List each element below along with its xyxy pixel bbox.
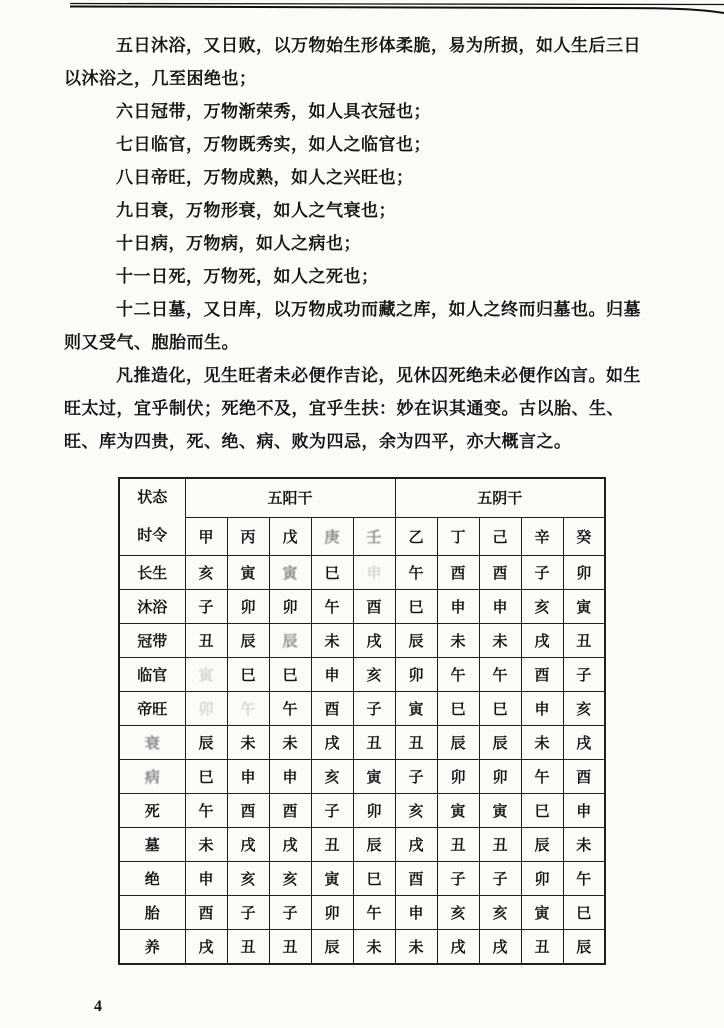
table-cell: 亥 [521, 590, 563, 624]
table-stem-header-cell: 癸 [563, 517, 605, 556]
table-cell: 酉 [311, 692, 353, 726]
table-row-label: 墓 [119, 828, 185, 862]
table-corner-cell [119, 478, 185, 556]
table-row [119, 624, 605, 658]
table-row [119, 930, 605, 965]
table-cell: 未 [227, 726, 269, 760]
table-cell: 巳 [353, 862, 395, 896]
page-number: 4 [94, 998, 102, 1015]
table-cell: 申 [227, 760, 269, 794]
table-cell: 子 [269, 896, 311, 930]
table-cell: 未 [563, 828, 605, 862]
text-line: 八日帝旺，万物成熟，如人之兴旺也； [116, 168, 414, 187]
table-row-label: 沐浴 [119, 590, 185, 624]
table-row [119, 896, 605, 930]
table-cell: 辰 [437, 726, 479, 760]
table-cell: 申 [479, 590, 521, 624]
table-cell: 戌 [269, 828, 311, 862]
table-cell: 丑 [479, 828, 521, 862]
table-row [119, 590, 605, 624]
table-cell: 丑 [185, 624, 227, 658]
table-cell: 午 [353, 896, 395, 930]
table-stem-header-cell: 丁 [437, 517, 479, 556]
table-cell: 亥 [185, 556, 227, 590]
table-cell: 卯 [311, 896, 353, 930]
table-cell: 丑 [269, 930, 311, 965]
table-cell: 丑 [353, 726, 395, 760]
table-cell: 卯 [479, 760, 521, 794]
table-cell: 寅 [311, 862, 353, 896]
table-row-label: 绝 [119, 862, 185, 896]
table-cell: 午 [395, 556, 437, 590]
table-cell: 辰 [269, 624, 311, 658]
table-cell: 子 [521, 556, 563, 590]
table-cell: 未 [353, 930, 395, 965]
table-cell: 亥 [479, 896, 521, 930]
table-row [119, 760, 605, 794]
table-row-label: 病 [119, 760, 185, 794]
table-group-header-cell: 五阴干 [395, 478, 605, 517]
table-row-label: 养 [119, 930, 185, 965]
table-cell: 戌 [395, 828, 437, 862]
text-line: 七日临官，万物既秀实，如人之临官也； [116, 135, 431, 154]
table-row-label: 临官 [119, 658, 185, 692]
table-stem-header-cell: 辛 [521, 517, 563, 556]
table-cell: 未 [521, 726, 563, 760]
table-stem-header-cell: 壬 [353, 517, 395, 556]
table-cell: 辰 [185, 726, 227, 760]
table-cell: 戌 [521, 624, 563, 658]
table-cell: 巳 [563, 896, 605, 930]
twelve-stages-table [118, 477, 606, 965]
table-cell: 午 [185, 794, 227, 828]
table-cell: 午 [227, 692, 269, 726]
table-cell: 巳 [269, 658, 311, 692]
table-cell: 寅 [563, 590, 605, 624]
table-cell: 丑 [311, 828, 353, 862]
text-line: 六日冠带，万物渐荣秀，如人具衣冠也； [116, 102, 431, 121]
table-cell: 卯 [227, 590, 269, 624]
table-cell: 午 [269, 692, 311, 726]
text-line: 十二日墓，又日库，以万物成功而藏之库，如人之终而归墓也。归墓 [116, 300, 641, 319]
table-row [119, 828, 605, 862]
text-line: 十日病，万物病，如人之病也； [116, 234, 361, 253]
table-cell: 酉 [395, 862, 437, 896]
table-stem-header-cell: 甲 [185, 517, 227, 556]
table-cell: 未 [479, 624, 521, 658]
table-cell: 亥 [437, 896, 479, 930]
body-text [64, 29, 660, 458]
table-cell: 巳 [185, 760, 227, 794]
table-cell: 申 [563, 794, 605, 828]
table-cell: 酉 [521, 658, 563, 692]
text-line: 五日沐浴，又日败，以万物始生形体柔脆，易为所损，如人生后三日 [116, 36, 641, 55]
table-cell: 亥 [227, 862, 269, 896]
scan-edge-rule [0, 0, 724, 16]
table-cell: 申 [185, 862, 227, 896]
table-cell: 卯 [353, 794, 395, 828]
table-cell: 未 [437, 624, 479, 658]
table-cell: 寅 [353, 760, 395, 794]
table-stem-header-row [119, 517, 605, 556]
table-cell: 子 [563, 658, 605, 692]
table-cell: 辰 [563, 930, 605, 965]
table-cell: 戌 [437, 930, 479, 965]
table-row-label: 死 [119, 794, 185, 828]
table-cell: 子 [479, 862, 521, 896]
table-cell: 子 [311, 794, 353, 828]
text-line: 则又受气、胞胎而生。 [64, 333, 239, 352]
table-cell: 酉 [269, 794, 311, 828]
table-cell: 亥 [269, 862, 311, 896]
table-cell: 丑 [227, 930, 269, 965]
table-row [119, 862, 605, 896]
table-stem-header-cell: 己 [479, 517, 521, 556]
table-cell: 未 [311, 624, 353, 658]
table-row-label: 帝旺 [119, 692, 185, 726]
table-cell: 辰 [311, 930, 353, 965]
table-group-header-cell: 五阳干 [185, 478, 395, 517]
table-cell: 申 [521, 692, 563, 726]
text-line: 旺、库为四贵，死、绝、病、败为四忌，余为四平，亦大概言之。 [64, 432, 572, 451]
text-line: 以沐浴之，几至困绝也； [64, 69, 257, 88]
table-cell: 巳 [395, 590, 437, 624]
table-cell: 酉 [185, 896, 227, 930]
table-cell: 午 [479, 658, 521, 692]
table-cell: 戌 [311, 726, 353, 760]
table-cell: 寅 [521, 896, 563, 930]
table-cell: 辰 [395, 624, 437, 658]
table-row [119, 726, 605, 760]
table-cell: 酉 [437, 556, 479, 590]
table-cell: 午 [521, 760, 563, 794]
table-cell: 亥 [353, 658, 395, 692]
table-stem-header-cell: 丙 [227, 517, 269, 556]
table-cell: 酉 [479, 556, 521, 590]
table-cell: 辰 [227, 624, 269, 658]
table-cell: 巳 [227, 658, 269, 692]
table-cell: 丑 [521, 930, 563, 965]
table-row-label: 冠带 [119, 624, 185, 658]
table-cell: 卯 [437, 760, 479, 794]
table-stem-header-cell: 戊 [269, 517, 311, 556]
table-cell: 子 [185, 590, 227, 624]
table-cell: 辰 [521, 828, 563, 862]
table-cell: 巳 [311, 556, 353, 590]
table-cell: 寅 [269, 556, 311, 590]
table-row-label: 衰 [119, 726, 185, 760]
table-row [119, 692, 605, 726]
table-cell: 巳 [479, 692, 521, 726]
table-cell: 子 [227, 896, 269, 930]
table-row-label: 胎 [119, 896, 185, 930]
table-cell: 亥 [563, 692, 605, 726]
text-line: 九日衰，万物形衰，如人之气衰也； [116, 201, 396, 220]
table-cell: 未 [395, 930, 437, 965]
table-cell: 午 [311, 590, 353, 624]
table-cell: 子 [353, 692, 395, 726]
table-row-label: 长生 [119, 556, 185, 590]
table-cell: 巳 [521, 794, 563, 828]
table-cell: 卯 [563, 556, 605, 590]
table-cell: 丑 [395, 726, 437, 760]
table-cell: 辰 [479, 726, 521, 760]
table-cell: 巳 [437, 692, 479, 726]
table-stem-header-cell: 庚 [311, 517, 353, 556]
table-cell: 午 [437, 658, 479, 692]
table-cell: 申 [353, 556, 395, 590]
table-cell: 未 [269, 726, 311, 760]
table-cell: 寅 [395, 692, 437, 726]
table-cell: 酉 [227, 794, 269, 828]
corner-label-season: 时令 [137, 528, 168, 544]
table-cell: 卯 [185, 692, 227, 726]
table-cell: 丑 [437, 828, 479, 862]
text-line: 旺太过，宜乎制伏；死绝不及，宜乎生扶：妙在识其通变。古以胎、生、 [64, 399, 624, 418]
table-row [119, 556, 605, 590]
corner-label-state: 状态 [137, 490, 168, 506]
table-cell: 卯 [395, 658, 437, 692]
text-line: 凡推造化，见生旺者未必便作吉论，见休囚死绝未必便作凶言。如生 [116, 366, 641, 385]
table-cell: 戌 [227, 828, 269, 862]
table-cell: 申 [395, 896, 437, 930]
table-cell: 寅 [479, 794, 521, 828]
table-cell: 申 [437, 590, 479, 624]
table-cell: 戌 [563, 726, 605, 760]
table-cell: 寅 [437, 794, 479, 828]
table-cell: 亥 [311, 760, 353, 794]
table-cell: 未 [185, 828, 227, 862]
table-cell: 戌 [479, 930, 521, 965]
table-cell: 午 [563, 862, 605, 896]
table-cell: 子 [395, 760, 437, 794]
text-line: 十一日死，万物死，如人之死也； [116, 267, 379, 286]
table-cell: 卯 [269, 590, 311, 624]
table-cell: 酉 [563, 760, 605, 794]
table-cell: 戌 [353, 624, 395, 658]
table-cell: 亥 [395, 794, 437, 828]
table-cell: 辰 [353, 828, 395, 862]
table-cell: 酉 [353, 590, 395, 624]
table-cell: 戌 [185, 930, 227, 965]
table-cell: 寅 [185, 658, 227, 692]
table-cell: 申 [311, 658, 353, 692]
table-row [119, 794, 605, 828]
table-stem-header-cell: 乙 [395, 517, 437, 556]
table-cell: 丑 [563, 624, 605, 658]
table-cell: 卯 [521, 862, 563, 896]
table-cell: 申 [269, 760, 311, 794]
table-row [119, 658, 605, 692]
table-cell: 寅 [227, 556, 269, 590]
table-cell: 子 [437, 862, 479, 896]
table-header-row [119, 478, 605, 517]
